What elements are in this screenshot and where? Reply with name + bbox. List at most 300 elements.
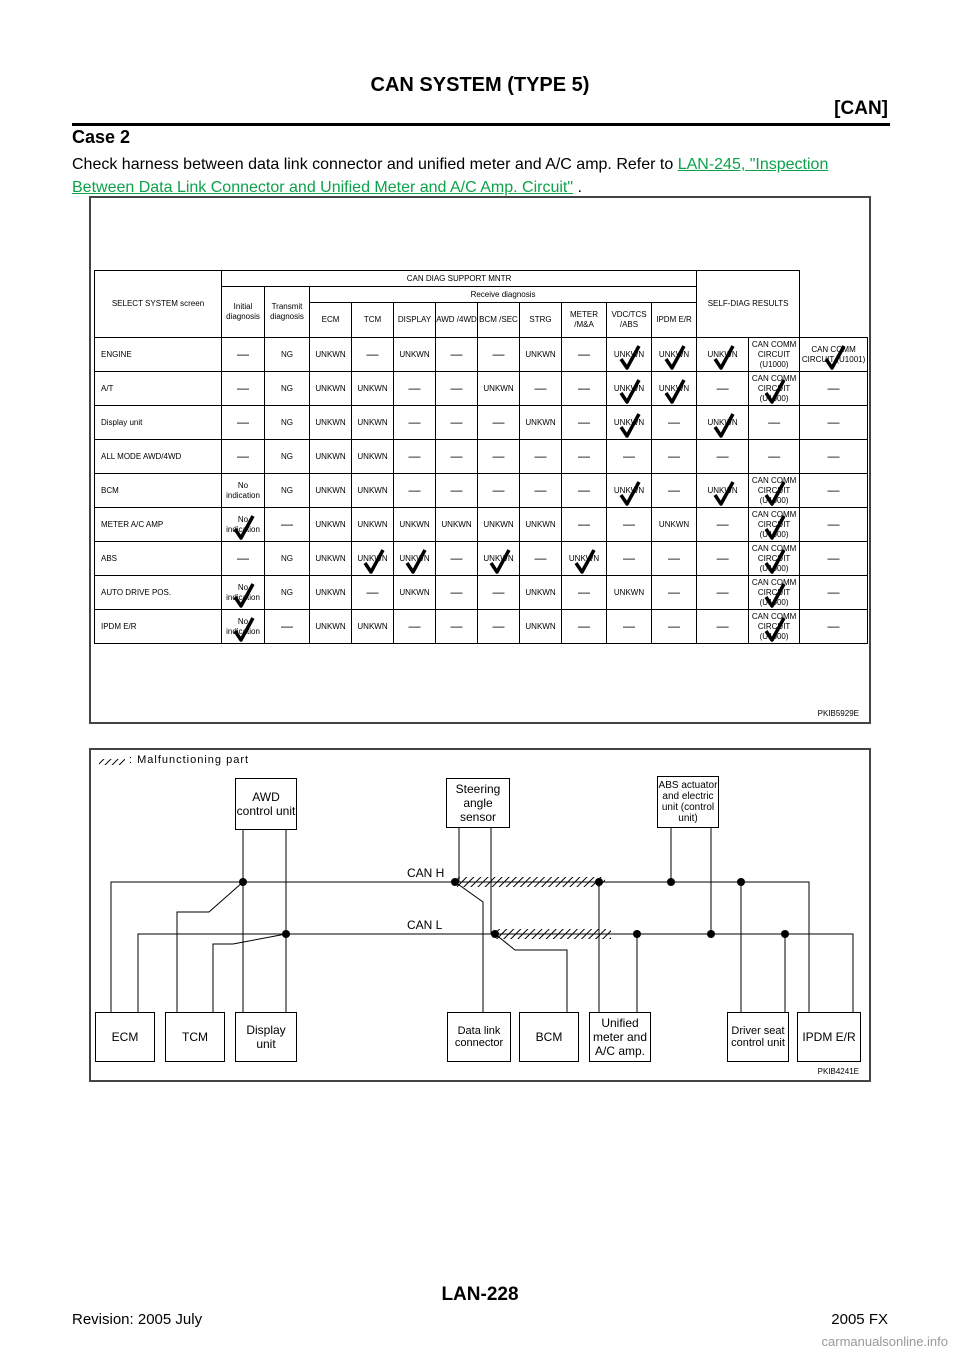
diag-cell xyxy=(394,474,436,508)
system-name-cell: ENGINE xyxy=(95,338,222,372)
diag-value: CAN COMM CIRCUIT (U1000) xyxy=(751,577,797,607)
diag-cell xyxy=(394,576,436,610)
diag-value: — xyxy=(237,346,249,361)
diag-value: — xyxy=(408,482,421,497)
diag-value: — xyxy=(408,380,421,395)
diag-cell xyxy=(652,542,697,576)
diag-value: CAN COMM CIRCUIT (U1000) xyxy=(751,509,797,539)
inspection-link[interactable]: LAN-245, "Inspection Between Data Link Connector and Unified Meter and A/C Amp. Circuit" xyxy=(72,156,829,196)
receive-column-header: AWD /4WD xyxy=(436,303,478,338)
diag-value: — xyxy=(668,414,681,429)
diag-value: — xyxy=(827,584,840,599)
diag-value: UNKWN xyxy=(525,349,556,359)
diag-value: — xyxy=(534,550,547,565)
diag-value: UNKWN xyxy=(315,383,346,393)
bcm-box: BCM xyxy=(519,1012,579,1062)
diag-cell xyxy=(436,372,478,406)
diag-value: — xyxy=(534,380,547,395)
diag-value: — xyxy=(366,584,379,599)
diag-cell xyxy=(394,338,436,372)
model-year: 2005 FX xyxy=(831,1311,888,1328)
diag-value: UNKWN xyxy=(399,349,430,359)
diag-cell xyxy=(697,508,749,542)
check-mark-icon xyxy=(664,344,686,370)
diag-cell xyxy=(394,406,436,440)
diag-cell xyxy=(607,576,652,610)
diag-cell xyxy=(352,610,394,644)
diag-cell xyxy=(352,508,394,542)
receive-column-header: BCM /SEC xyxy=(478,303,520,338)
page-title: CAN SYSTEM (TYPE 5) xyxy=(370,74,590,96)
table-row xyxy=(95,576,868,610)
diag-value: — xyxy=(827,618,840,633)
self-diag-header: SELF-DIAG RESULTS xyxy=(697,271,800,338)
diag-cell xyxy=(352,542,394,576)
diag-value: — xyxy=(716,584,729,599)
unified-meter-box: Unified meter and A/C amp. xyxy=(589,1012,651,1062)
diag-value: — xyxy=(450,346,463,361)
diagnosis-table xyxy=(94,270,868,644)
diag-cell xyxy=(800,474,868,508)
header-divider xyxy=(72,123,890,126)
diag-cell xyxy=(265,474,310,508)
diag-value: UNKWN xyxy=(315,587,346,597)
diag-value: — xyxy=(492,584,505,599)
diag-cell xyxy=(265,542,310,576)
section-tag: [CAN] xyxy=(834,98,888,119)
diag-cell xyxy=(478,542,520,576)
check-mark-icon xyxy=(489,548,511,574)
diag-cell xyxy=(478,610,520,644)
diag-cell xyxy=(222,474,265,508)
diag-cell xyxy=(520,542,562,576)
diag-value: — xyxy=(578,584,590,599)
diag-value: — xyxy=(716,516,729,531)
diag-cell xyxy=(478,440,520,474)
system-name-cell: IPDM E/R xyxy=(95,610,222,644)
diag-value: — xyxy=(668,584,681,599)
diag-cell xyxy=(436,508,478,542)
diag-value: — xyxy=(827,482,840,497)
diag-cell xyxy=(749,474,800,508)
select-system-header: SELECT SYSTEM screen xyxy=(95,271,222,338)
check-mark-icon xyxy=(824,344,846,370)
legend-hatch-icon xyxy=(99,759,125,765)
diag-value: — xyxy=(237,380,249,395)
diag-cell xyxy=(265,610,310,644)
diag-cell xyxy=(607,406,652,440)
diag-cell xyxy=(697,406,749,440)
diag-value: — xyxy=(623,448,635,463)
diag-value: — xyxy=(366,346,379,361)
diag-value: — xyxy=(578,516,590,531)
diag-value: CAN COMM CIRCUIT (U1000) xyxy=(751,611,797,641)
diag-cell xyxy=(436,440,478,474)
diag-cell xyxy=(352,576,394,610)
diag-cell xyxy=(520,338,562,372)
transmit-diagnosis-header: Transmit diagnosis xyxy=(265,287,310,338)
diagnosis-figure xyxy=(89,196,871,724)
diag-value: — xyxy=(668,618,681,633)
diag-cell xyxy=(520,440,562,474)
diag-value: — xyxy=(450,618,463,633)
diag-value: — xyxy=(827,380,840,395)
diag-value: — xyxy=(450,482,463,497)
diag-cell xyxy=(478,474,520,508)
display-unit-box: Display unit xyxy=(235,1012,297,1062)
diag-value: — xyxy=(578,618,590,633)
diag-value: NG xyxy=(281,451,293,461)
receive-column-header: TCM xyxy=(352,303,394,338)
diag-cell xyxy=(800,542,868,576)
diag-value: UNKWN xyxy=(315,451,346,461)
diag-cell xyxy=(265,508,310,542)
diag-cell xyxy=(310,508,352,542)
diag-value: — xyxy=(827,414,840,429)
diag-cell xyxy=(394,542,436,576)
check-mark-icon xyxy=(233,582,255,608)
driver-seat-control-unit-box: Driver seat control unit xyxy=(727,1012,789,1062)
diag-cell xyxy=(749,338,800,372)
receive-column-header: IPDM E/R xyxy=(652,303,697,338)
case-heading: Case 2 xyxy=(72,127,131,147)
system-name-cell: ALL MODE AWD/4WD xyxy=(95,440,222,474)
diag-value: UNKWN xyxy=(525,519,556,529)
diag-cell xyxy=(520,610,562,644)
diag-value: — xyxy=(408,414,421,429)
diag-cell xyxy=(562,440,607,474)
diag-cell xyxy=(520,372,562,406)
check-mark-icon xyxy=(619,344,641,370)
diag-cell xyxy=(652,610,697,644)
diag-value: UNKWN xyxy=(315,485,346,495)
check-mark-icon xyxy=(764,548,786,574)
table-row xyxy=(95,372,868,406)
diag-value: — xyxy=(492,482,505,497)
receive-column-header: ECM xyxy=(310,303,352,338)
diag-cell xyxy=(697,440,749,474)
diag-value: UNKWN xyxy=(658,349,690,359)
check-mark-icon xyxy=(713,344,735,370)
diag-cell xyxy=(310,338,352,372)
check-mark-icon xyxy=(713,412,735,438)
diag-value: UNKWN xyxy=(441,519,472,529)
system-name-cell: METER A/C AMP xyxy=(95,508,222,542)
diag-cell xyxy=(749,542,800,576)
diag-value: — xyxy=(827,550,840,565)
diag-cell xyxy=(310,474,352,508)
page-number: LAN-228 xyxy=(441,1284,519,1305)
diag-value: UNKWN xyxy=(658,519,690,529)
diag-value: — xyxy=(827,448,840,463)
diag-cell xyxy=(562,610,607,644)
check-mark-icon xyxy=(619,412,641,438)
diag-value: — xyxy=(827,516,840,531)
diag-cell xyxy=(222,508,265,542)
diag-value: — xyxy=(237,448,249,463)
diag-cell xyxy=(652,508,697,542)
check-mark-icon xyxy=(764,480,786,506)
table-row xyxy=(95,338,868,372)
data-link-connector-box: Data link connector xyxy=(447,1012,511,1062)
diag-cell xyxy=(697,610,749,644)
diag-value: No indication xyxy=(226,514,260,534)
diag-value: — xyxy=(492,448,505,463)
diag-cell xyxy=(800,576,868,610)
diag-cell xyxy=(394,610,436,644)
diag-cell xyxy=(652,474,697,508)
diag-cell xyxy=(800,338,868,372)
diag-cell xyxy=(800,508,868,542)
diag-cell xyxy=(697,576,749,610)
diag-value: UNKWN xyxy=(315,519,346,529)
diag-cell xyxy=(478,508,520,542)
diag-value: NG xyxy=(281,485,293,495)
steering-angle-sensor: Steering angle sensor xyxy=(446,778,510,828)
diag-value: UNKWN xyxy=(707,349,738,359)
diag-cell xyxy=(607,440,652,474)
diag-cell xyxy=(436,474,478,508)
diag-cell xyxy=(265,406,310,440)
intro-end: . xyxy=(577,179,582,196)
diag-value: — xyxy=(492,618,505,633)
diag-value: — xyxy=(450,550,463,565)
diag-cell xyxy=(749,576,800,610)
diag-value: UNKWN xyxy=(525,417,556,427)
diag-cell xyxy=(520,406,562,440)
diag-cell xyxy=(562,474,607,508)
diag-value: UNKWN xyxy=(707,417,738,427)
diag-value: UNKWN xyxy=(357,383,388,393)
diag-value: — xyxy=(534,448,547,463)
check-mark-icon xyxy=(764,514,786,540)
diag-cell xyxy=(520,474,562,508)
diag-cell xyxy=(607,542,652,576)
intro-paragraph xyxy=(72,153,888,199)
diag-cell xyxy=(562,508,607,542)
diag-value: — xyxy=(578,414,590,429)
legend-label: : Malfunctioning part xyxy=(129,754,250,766)
diag-cell xyxy=(749,372,800,406)
diag-value: UNKWN xyxy=(525,621,556,631)
check-mark-icon xyxy=(619,480,641,506)
tcm-box: TCM xyxy=(165,1012,225,1062)
diag-cell xyxy=(222,372,265,406)
can-diag-header: CAN DIAG SUPPORT MNTR xyxy=(222,271,697,287)
initial-diagnosis-header: Initial diagnosis xyxy=(222,287,265,338)
diag-cell xyxy=(310,542,352,576)
diag-cell xyxy=(352,406,394,440)
diag-value: — xyxy=(578,380,590,395)
check-mark-icon xyxy=(764,616,786,642)
system-name-cell: ABS xyxy=(95,542,222,576)
diag-value: UNKWN xyxy=(315,349,346,359)
diag-value: — xyxy=(668,448,681,463)
diag-cell xyxy=(310,440,352,474)
ecm-box: ECM xyxy=(95,1012,155,1062)
diag-value: CAN COMM CIRCUIT (U1001) xyxy=(801,344,866,364)
diag-value: — xyxy=(450,414,463,429)
diag-value: UNKWN xyxy=(399,587,430,597)
check-mark-icon xyxy=(405,548,427,574)
diag-value: — xyxy=(578,346,590,361)
diag-cell xyxy=(478,338,520,372)
diag-cell xyxy=(520,576,562,610)
diag-value: UNKWN xyxy=(357,417,388,427)
diag-cell xyxy=(749,440,800,474)
diag-cell xyxy=(352,440,394,474)
table-row xyxy=(95,440,868,474)
diag-cell xyxy=(265,338,310,372)
diag-value: — xyxy=(668,550,681,565)
diag-cell xyxy=(607,372,652,406)
diag-value: NG xyxy=(281,587,293,597)
diag-value: UNKWN xyxy=(357,451,388,461)
diag-value: — xyxy=(281,618,293,633)
diag-cell xyxy=(800,440,868,474)
can-h-label: CAN H xyxy=(407,866,445,880)
diag-cell xyxy=(478,372,520,406)
diag-cell xyxy=(436,576,478,610)
abs-actuator-unit: ABS actuator and electric unit (control unit) xyxy=(657,776,719,828)
system-name-cell: A/T xyxy=(95,372,222,406)
diag-cell xyxy=(394,372,436,406)
diag-cell xyxy=(800,406,868,440)
diag-cell xyxy=(394,440,436,474)
diag-value: UNKWN xyxy=(613,383,645,393)
diag-cell xyxy=(749,406,800,440)
diag-cell xyxy=(749,610,800,644)
diag-value: NG xyxy=(281,553,293,563)
diag-value: UNKWN xyxy=(613,485,645,495)
diag-value: — xyxy=(534,482,547,497)
diag-value: UNKWN xyxy=(483,383,514,393)
diag-value: UNKWN xyxy=(613,417,645,427)
diag-value: UNKWN xyxy=(707,485,738,495)
system-name-cell: BCM xyxy=(95,474,222,508)
diag-value: — xyxy=(578,482,590,497)
receive-diagnosis-header: Receive diagnosis xyxy=(310,287,697,303)
diag-value: UNKWN xyxy=(399,519,430,529)
diag-cell xyxy=(265,576,310,610)
diag-value: — xyxy=(716,550,729,565)
check-mark-icon xyxy=(713,480,735,506)
diag-cell xyxy=(352,372,394,406)
revision-date: Revision: 2005 July xyxy=(72,1311,203,1328)
diag-value: NG xyxy=(281,417,293,427)
diag-value: CAN COMM CIRCUIT (U1000) xyxy=(751,339,797,369)
diag-cell xyxy=(265,372,310,406)
diag-value: CAN COMM CIRCUIT (U1000) xyxy=(751,543,797,573)
can-l-line xyxy=(138,934,853,1012)
diag-cell xyxy=(652,338,697,372)
diag-cell xyxy=(697,542,749,576)
diag-value: — xyxy=(623,516,635,531)
diag-cell xyxy=(697,372,749,406)
diag-value: — xyxy=(237,414,249,429)
ipdm-er-box: IPDM E/R xyxy=(797,1012,861,1062)
diag-value: UNKWN xyxy=(315,621,346,631)
diag-value: — xyxy=(408,618,421,633)
diag-cell xyxy=(652,372,697,406)
diag-cell xyxy=(607,474,652,508)
check-mark-icon xyxy=(574,548,596,574)
watermark: carmanualsonline.info xyxy=(821,1334,948,1349)
diag-cell xyxy=(352,474,394,508)
diag-value: No indication xyxy=(226,616,260,636)
diag-value: — xyxy=(623,550,635,565)
diag-cell xyxy=(562,406,607,440)
check-mark-icon xyxy=(764,378,786,404)
receive-column-header: STRG xyxy=(520,303,562,338)
diag-value: UNKWN xyxy=(357,519,388,529)
diag-value: UNKWN xyxy=(357,485,388,495)
figure-id: PKIB4241E xyxy=(817,1067,859,1076)
diag-cell xyxy=(352,338,394,372)
diag-cell xyxy=(652,440,697,474)
diag-value: UNKWN xyxy=(357,621,388,631)
diag-value: CAN COMM CIRCUIT (U1000) xyxy=(751,373,797,403)
diag-cell xyxy=(436,610,478,644)
diag-value: — xyxy=(237,550,249,565)
can-l-label: CAN L xyxy=(407,918,443,932)
figure-id: PKIB5929E xyxy=(817,709,859,718)
diag-cell xyxy=(562,542,607,576)
check-mark-icon xyxy=(233,514,255,540)
diag-value: — xyxy=(716,448,729,463)
diag-cell xyxy=(436,338,478,372)
receive-column-header: DISPLAY xyxy=(394,303,436,338)
diag-value: — xyxy=(450,584,463,599)
diag-cell xyxy=(520,508,562,542)
diag-cell xyxy=(607,508,652,542)
diag-value: — xyxy=(768,448,781,463)
diag-cell xyxy=(222,338,265,372)
check-mark-icon xyxy=(363,548,385,574)
diag-cell xyxy=(222,440,265,474)
diag-cell xyxy=(562,576,607,610)
diag-value: UNKWN xyxy=(525,587,556,597)
diag-value: — xyxy=(450,380,463,395)
diag-value: — xyxy=(623,618,635,633)
diag-value: — xyxy=(716,618,729,633)
diag-value: — xyxy=(492,414,505,429)
diag-cell xyxy=(478,576,520,610)
table-row xyxy=(95,610,868,644)
diag-value: NG xyxy=(281,349,293,359)
diag-value: — xyxy=(668,482,681,497)
diag-cell xyxy=(652,576,697,610)
diag-cell xyxy=(436,542,478,576)
diag-cell xyxy=(436,406,478,440)
can-h-line xyxy=(111,882,809,1012)
diag-cell xyxy=(310,406,352,440)
diag-value: UNKWN xyxy=(483,553,514,563)
diag-cell xyxy=(562,338,607,372)
diag-value: UNKWN xyxy=(568,553,600,563)
diag-cell xyxy=(607,338,652,372)
diag-value: UNKWN xyxy=(315,417,346,427)
diag-value: — xyxy=(450,448,463,463)
diag-cell xyxy=(222,542,265,576)
system-name-cell: AUTO DRIVE POS. xyxy=(95,576,222,610)
diag-cell xyxy=(652,406,697,440)
diag-cell xyxy=(562,372,607,406)
diag-cell xyxy=(222,576,265,610)
diag-value: — xyxy=(281,516,293,531)
table-row xyxy=(95,474,868,508)
system-name-cell: Display unit xyxy=(95,406,222,440)
